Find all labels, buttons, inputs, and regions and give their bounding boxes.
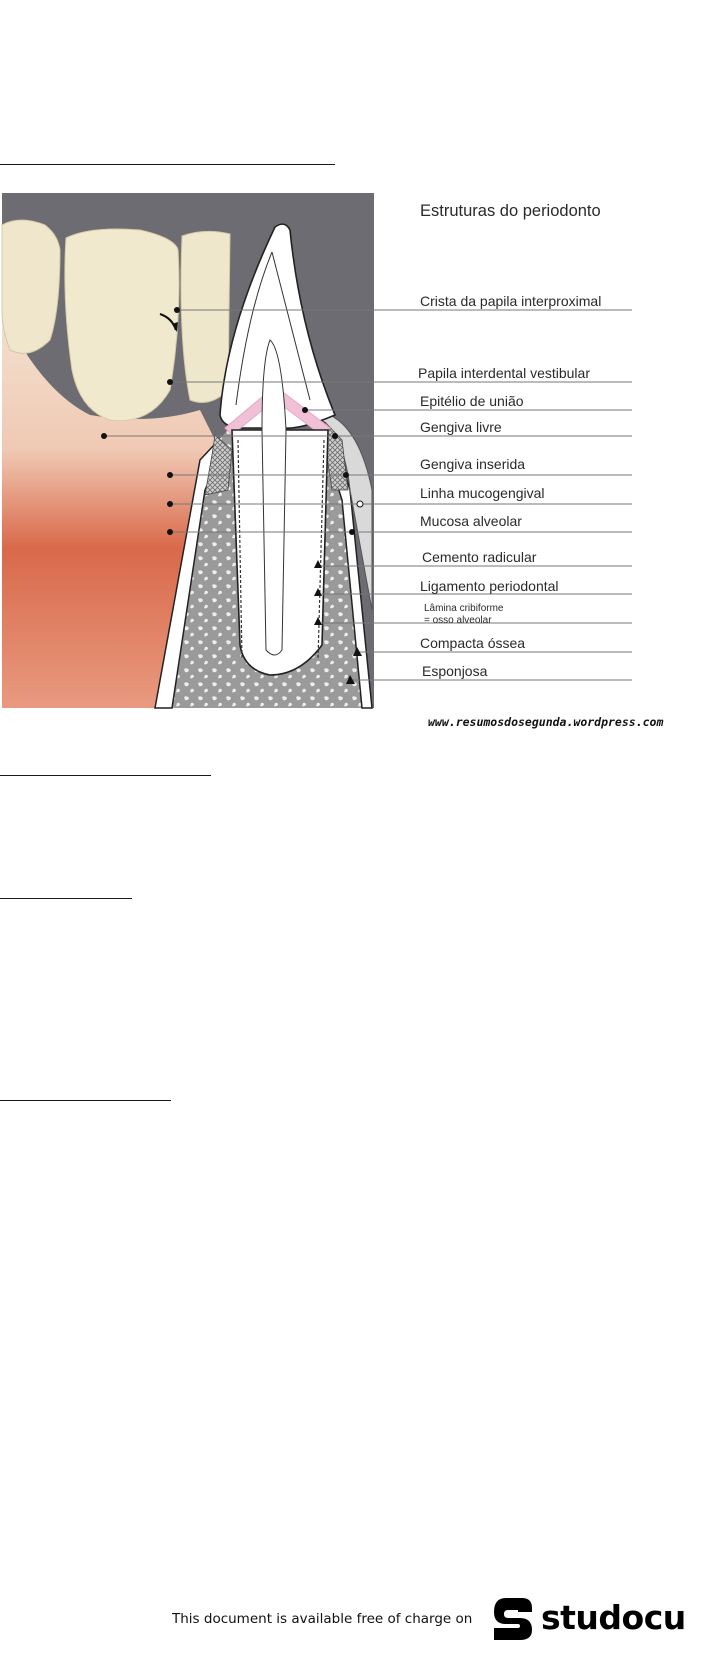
label-mucosa-alveolar: Mucosa alveolar <box>420 513 522 529</box>
figure-source-url: www.resumosdosegunda.wordpress.com <box>428 715 664 729</box>
section-heading-underline-1 <box>0 164 335 165</box>
label-papila-interdental: Papila interdental vestibular <box>418 365 590 381</box>
footer-text: This document is available free of charge on <box>172 1611 473 1627</box>
label-gengiva-livre: Gengiva livre <box>420 419 502 435</box>
label-gengiva-inserida: Gengiva inserida <box>420 456 526 472</box>
studocu-footer <box>0 1592 726 1652</box>
label-compacta-ossea: Compacta óssea <box>420 635 526 651</box>
label-crista-papila: Crista da papila interproximal <box>420 293 602 309</box>
left-tooth <box>2 220 60 353</box>
section-heading-underline-3 <box>0 898 132 899</box>
label-ligamento-periodontal: Ligamento periodontal <box>420 578 559 594</box>
pulp-canal <box>262 340 286 655</box>
studocu-logo-text[interactable]: studocu <box>541 1598 686 1637</box>
studocu-logo-icon[interactable] <box>488 1594 538 1644</box>
label-lamina-cribiforme: Lâmina cribiforme <box>424 603 504 614</box>
figure-title: Estruturas do periodonto <box>420 202 601 220</box>
section-heading-underline-2 <box>0 775 211 776</box>
label-osso-alveolar: = osso alveolar <box>424 615 492 626</box>
center-tooth <box>65 229 179 421</box>
label-linha-mucogengival: Linha mucogengival <box>420 485 545 501</box>
right-tooth-photo <box>181 231 230 402</box>
label-cemento-radicular: Cemento radicular <box>422 549 537 565</box>
label-esponjosa: Esponjosa <box>422 663 488 679</box>
label-epitelio-uniao: Epitélio de união <box>420 393 524 409</box>
periodontium-figure <box>0 190 640 710</box>
section-heading-underline-4 <box>0 1100 171 1101</box>
